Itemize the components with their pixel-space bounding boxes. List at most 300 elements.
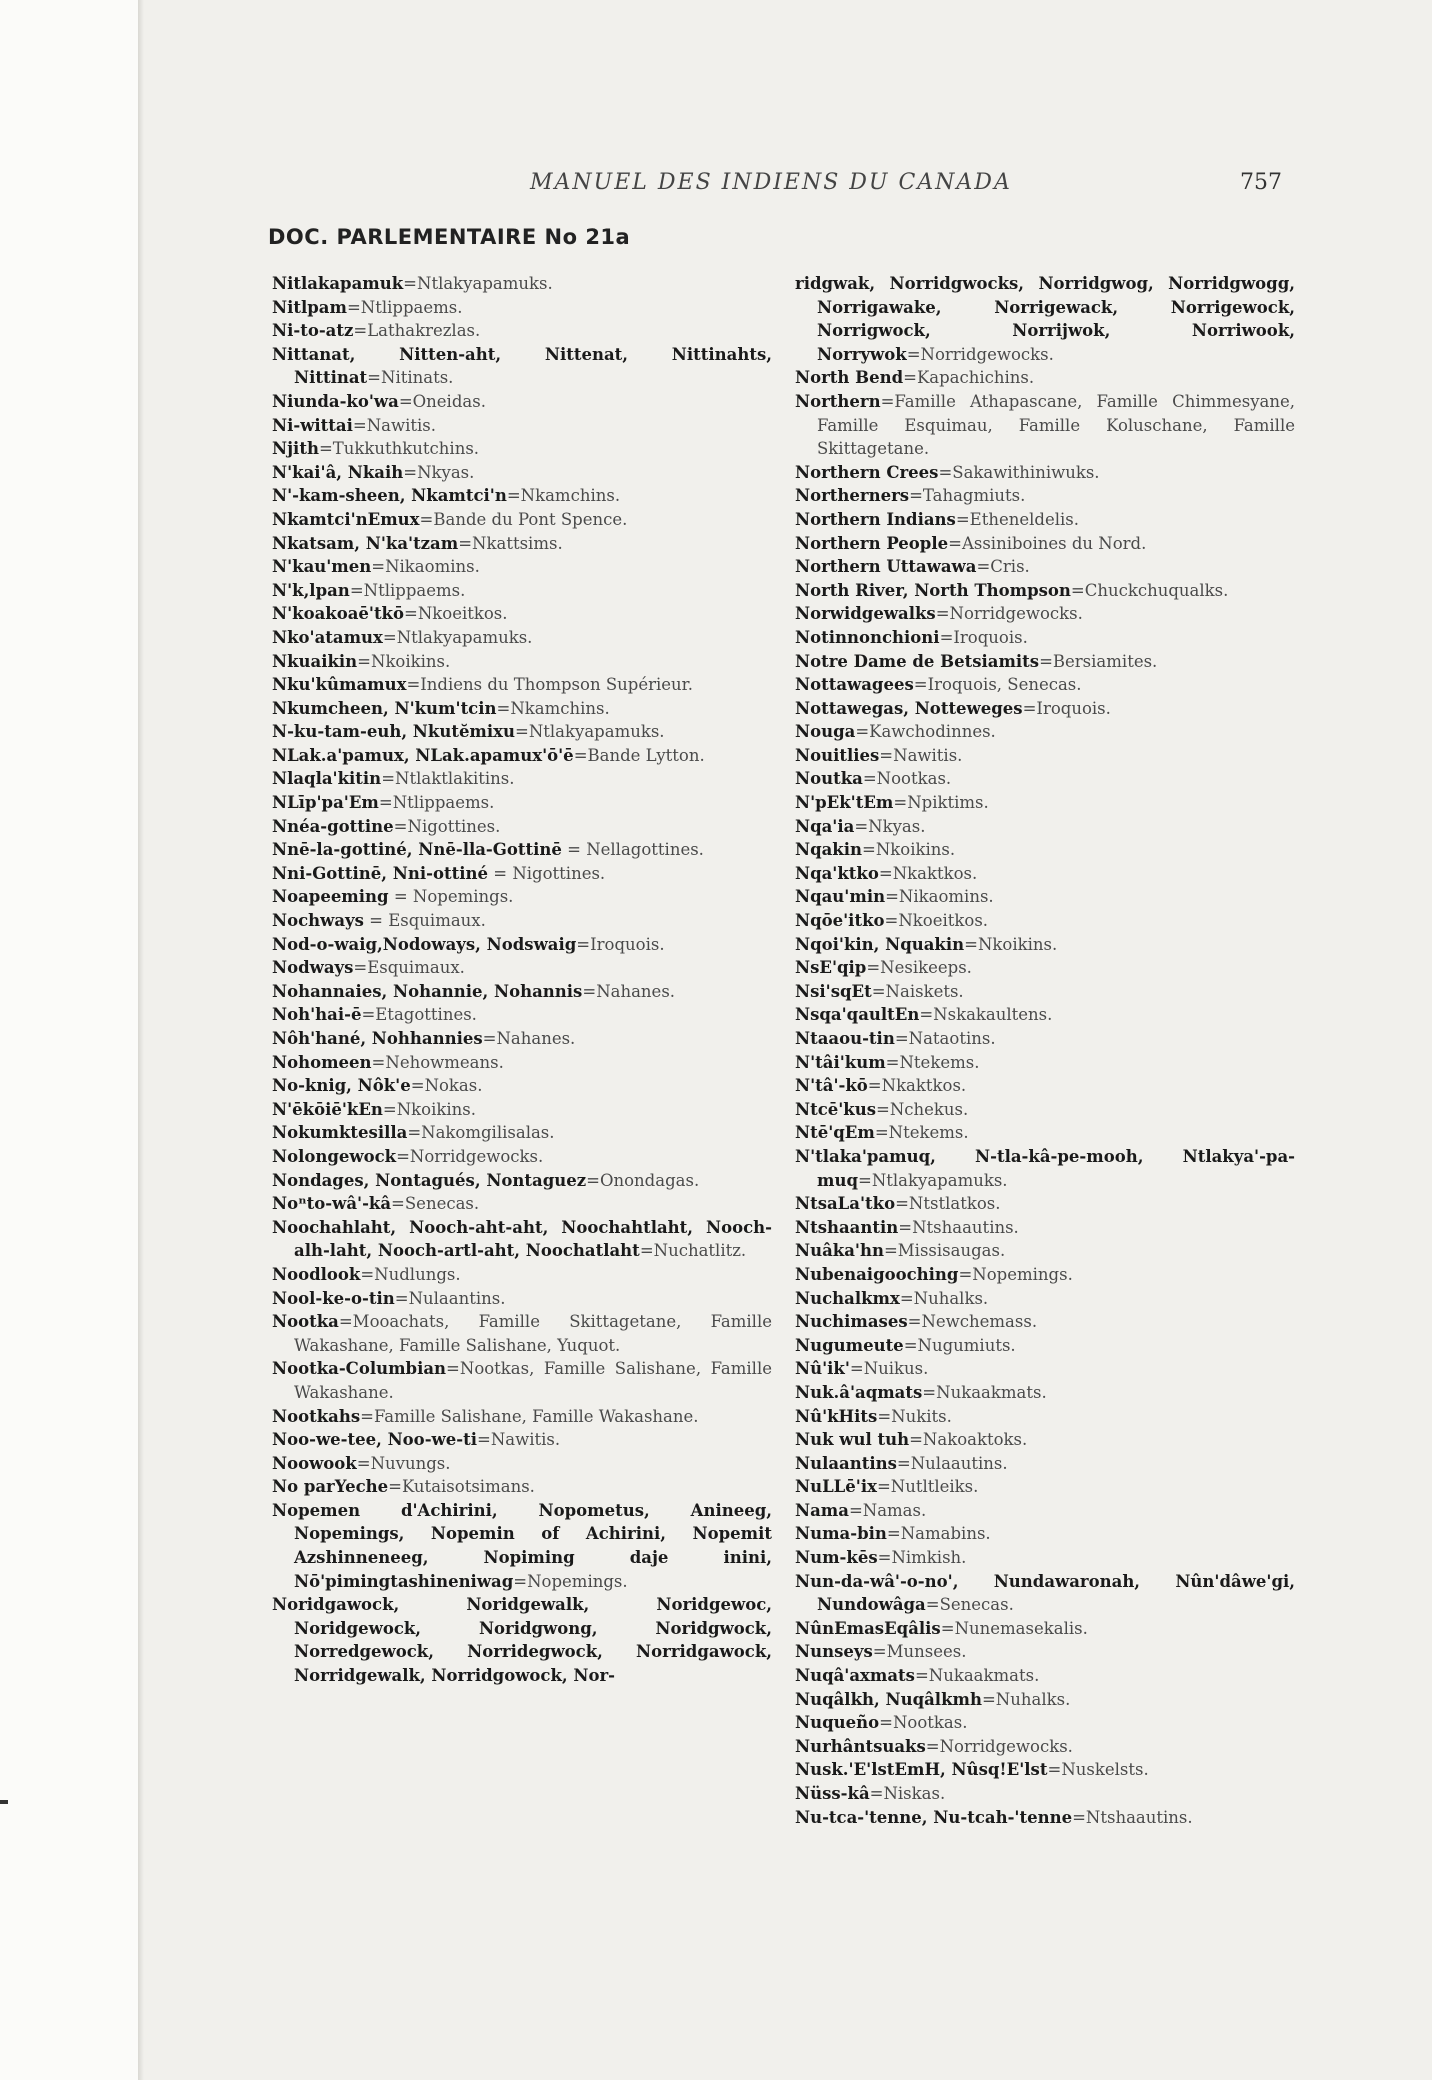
index-entry	[272, 272, 772, 296]
index-entry	[795, 909, 1295, 933]
entry-equals-sign: =	[356, 1453, 371, 1473]
entry-definition: Nutltleiks.	[890, 1477, 979, 1497]
index-entry	[795, 650, 1295, 674]
entry-headword: Ntshaantin	[795, 1217, 899, 1237]
index-entry	[272, 1027, 772, 1051]
entry-equals-sign: =	[896, 1453, 911, 1473]
entry-definition: Namas.	[862, 1500, 927, 1520]
entry-headword: Nuk.â'aqmats	[795, 1382, 923, 1402]
entry-equals-sign: =	[406, 675, 421, 695]
entry-equals-sign: =	[352, 415, 367, 435]
entry-headword: Noutka	[795, 769, 863, 789]
entry-equals-sign: =	[939, 627, 954, 647]
index-entry	[795, 1074, 1295, 1098]
entry-equals-sign: =	[482, 1029, 497, 1048]
index-entry	[272, 1145, 772, 1169]
index-entry	[272, 1593, 772, 1687]
entry-definition: Nikaomins.	[385, 557, 480, 577]
entry-definition: Nuvungs.	[370, 1453, 451, 1473]
entry-headword: Nsqa'qaultEn	[795, 1005, 920, 1025]
entry-headword: NtsaLa'tko	[795, 1194, 896, 1214]
index-entry	[272, 508, 772, 532]
entry-definition: Missisaugas.	[897, 1241, 1006, 1261]
entry-headword: No parYeche	[272, 1477, 389, 1497]
entry-definition: Nehowmeans.	[385, 1052, 504, 1072]
entry-equals-sign: =	[854, 816, 869, 836]
entry-headword: Nod-o-waig,Nodoways, Nodswaig	[272, 934, 577, 954]
entry-headword: N'koakoaē'tkō	[272, 604, 404, 624]
entry-headword: Notre Dame de Betsiamits	[795, 651, 1040, 671]
entry-equals-sign: =	[393, 816, 408, 836]
entry-definition: Indiens du Thompson Supérieur.	[420, 675, 693, 695]
index-entry	[795, 532, 1295, 556]
entry-equals-sign: =	[446, 1359, 460, 1379]
entry-definition: Nimkish.	[891, 1548, 967, 1568]
index-entry	[795, 1192, 1295, 1216]
index-entry	[272, 885, 772, 909]
entry-equals-sign: =	[476, 1430, 491, 1450]
index-entry	[795, 390, 1295, 461]
entry-definition: Etheneldelis.	[969, 509, 1079, 529]
index-entry	[795, 1617, 1295, 1641]
index-entry	[272, 815, 772, 839]
entry-equals-sign: =	[935, 604, 950, 624]
entry-definition: Nkaktkos.	[881, 1076, 967, 1096]
margin-mark	[0, 1800, 8, 1804]
entry-headword: N'kau'men	[272, 557, 372, 577]
index-entry	[272, 1074, 772, 1098]
entry-equals-sign: =	[903, 368, 917, 388]
index-entry	[272, 1216, 772, 1263]
entry-definition: Sakawithiniwuks.	[952, 462, 1100, 482]
index-entry	[272, 555, 772, 579]
entry-headword: N'ēkōiē'kEn	[272, 1099, 383, 1119]
index-entry	[795, 1121, 1295, 1145]
index-entry	[795, 956, 1295, 980]
index-entry	[795, 838, 1295, 862]
entry-headword: Nkamtci'nEmux	[272, 509, 420, 529]
entry-equals-sign: =	[907, 1312, 922, 1332]
entry-definition: Nulaautins.	[910, 1453, 1008, 1473]
entry-definition: Nuhalks.	[995, 1689, 1071, 1709]
entry-equals-sign: =	[899, 1288, 914, 1308]
entry-equals-sign: =	[639, 1241, 654, 1261]
entry-definition: Nkoikins.	[875, 840, 956, 860]
entry-equals-sign: =	[394, 1288, 409, 1308]
entry-definition: Norridgewocks.	[409, 1146, 544, 1166]
index-entry	[795, 1546, 1295, 1570]
entry-headword: Nurhântsuaks	[795, 1736, 926, 1756]
index-entry	[795, 1570, 1295, 1617]
entry-equals-sign: =	[382, 627, 397, 647]
entry-equals-sign: =	[913, 675, 928, 695]
entry-headword: Ni-to-atz	[272, 321, 354, 341]
entry-equals-sign: =	[925, 1736, 940, 1756]
entry-definition: Nokas.	[424, 1076, 483, 1096]
index-entry	[795, 1688, 1295, 1712]
entry-definition: Ntlippaems.	[360, 297, 463, 317]
entry-headword: Nohannaies, Nohannie, Nohannis	[272, 981, 583, 1001]
index-entry	[795, 815, 1295, 839]
entry-headword: Noridgawock, Noridgewalk, Noridgewoc, Noridgewock, Noridgwong, Noridgwock, Norredgewock, Norridegwock, Norridgawock, Norridgewalk, Norridgowock, Nor-	[272, 1595, 772, 1686]
index-entry	[795, 1357, 1295, 1381]
entry-headword: Nqakin	[795, 840, 863, 860]
index-entry	[795, 1003, 1295, 1027]
entry-equals-sign: =	[866, 958, 881, 978]
index-entry	[795, 1239, 1295, 1263]
entry-equals-sign: =	[884, 911, 899, 931]
entry-headword: Nopemen d'Achirini, Nopometus, Anineeg, Nopemings, Nopemin of Achirini, Nopemit Azshinneneeg, Nopiming daje inini, Nō'pimingtashineniwag	[272, 1500, 772, 1591]
entry-headword: Nqa'ia	[795, 816, 855, 836]
index-entry	[272, 862, 772, 886]
entry-definition: = Nopemings.	[388, 887, 514, 907]
entry-headword: Nouga	[795, 722, 856, 742]
index-entry	[272, 296, 772, 320]
entry-definition: Nkaktkos.	[892, 863, 978, 883]
entry-headword: Nokumktesilla	[272, 1123, 408, 1143]
entry-definition: Namabins.	[900, 1524, 991, 1544]
entry-headword: Nohomeen	[272, 1052, 372, 1072]
index-entry	[272, 933, 772, 957]
index-entry	[272, 1169, 772, 1193]
index-entry	[272, 1499, 772, 1593]
entry-headword: Nitlakapamuk	[272, 274, 404, 293]
index-entry	[795, 1428, 1295, 1452]
index-entry	[795, 508, 1295, 532]
entry-headword: Nû'kHits	[795, 1406, 878, 1426]
entry-headword: NuLLē'ix	[795, 1477, 877, 1497]
entry-headword: Norwidgewalks	[795, 604, 936, 624]
entry-equals-sign: =	[573, 745, 588, 765]
entry-equals-sign: =	[318, 439, 333, 459]
entry-headword: Nuqâ'axmats	[795, 1666, 915, 1686]
index-entry	[272, 602, 772, 626]
entry-headword: Northern	[795, 391, 881, 411]
entry-equals-sign: =	[410, 1076, 425, 1096]
entry-equals-sign: =	[948, 533, 962, 553]
index-entry	[795, 1098, 1295, 1122]
doc-label: DOC. PARLEMENTAIRE No 21a	[268, 225, 631, 249]
entry-headword: Nlaqla'kitin	[272, 769, 382, 789]
entry-definition: Cris.	[990, 557, 1030, 577]
entry-headword: Nulaantins	[795, 1453, 897, 1473]
entry-headword: NsE'qip	[795, 958, 867, 978]
index-entry	[272, 461, 772, 485]
index-entry	[795, 1051, 1295, 1075]
entry-definition: Norridgewocks.	[920, 344, 1054, 364]
entry-definition: = Esquimaux.	[363, 911, 486, 931]
entry-equals-sign: =	[958, 1264, 973, 1284]
entry-headword: Noⁿto-wâ'-kâ	[272, 1194, 392, 1214]
entry-headword: Noo-we-tee, Noo-we-ti	[272, 1430, 477, 1450]
index-entry	[795, 1334, 1295, 1358]
entry-definition: Assiniboines du Nord.	[961, 533, 1147, 553]
entry-definition: Nkoeitkos.	[898, 911, 989, 931]
entry-definition: Nahanes.	[496, 1029, 576, 1048]
entry-equals-sign: =	[378, 793, 393, 813]
entry-definition: Ntlakyapamuks.	[871, 1170, 1008, 1190]
entry-definition: Nkyas.	[868, 816, 926, 836]
entry-headword: Nkuaikin	[272, 651, 358, 671]
index-entry	[272, 1192, 772, 1216]
entry-equals-sign: =	[357, 651, 371, 671]
entry-headword: N-ku-tam-euh, Nkutĕmixu	[272, 722, 515, 742]
index-entry	[795, 1758, 1295, 1782]
entry-equals-sign: =	[360, 1264, 375, 1284]
entry-headword: Nootkahs	[272, 1406, 361, 1426]
entry-equals-sign: =	[885, 1052, 900, 1072]
entry-definition: Nkyas.	[417, 462, 475, 482]
entry-equals-sign: =	[381, 769, 396, 789]
entry-definition: Nkamchins.	[510, 698, 610, 718]
entry-equals-sign: =	[895, 1194, 909, 1214]
entry-equals-sign: =	[964, 934, 978, 954]
entry-definition: Nataotins.	[908, 1029, 996, 1048]
entry-definition: Ntlakyapamuks.	[528, 722, 665, 742]
entry-equals-sign: =	[515, 722, 529, 742]
entry-definition: Nesikeeps.	[880, 958, 972, 978]
entry-equals-sign: =	[925, 1595, 940, 1615]
index-entry	[272, 626, 772, 650]
page-edge	[138, 0, 144, 2080]
index-entry	[272, 838, 772, 862]
index-entry	[795, 1263, 1295, 1287]
entry-equals-sign: =	[576, 934, 591, 954]
entry-equals-sign: =	[586, 1170, 600, 1190]
right-column	[795, 272, 1295, 1829]
index-entry	[795, 1475, 1295, 1499]
entry-definition: Bande du Pont Spence.	[433, 509, 628, 529]
index-entry	[272, 1051, 772, 1075]
index-entry	[795, 1711, 1295, 1735]
entry-definition: Tahagmiuts.	[922, 486, 1026, 506]
entry-definition: Mooachats, Famille Skittagetane, Famille Wakashane, Famille Salishane, Yuquot.	[294, 1312, 772, 1355]
entry-headword: Nuqâlkh, Nuqâlkmh	[795, 1689, 982, 1709]
entry-equals-sign: =	[496, 698, 511, 718]
entry-equals-sign: =	[862, 769, 877, 789]
entry-headword: Nko'atamux	[272, 627, 383, 647]
entry-headword: Noochahlaht, Nooch-aht-aht, Noochahtlaht, Nooch-alh-laht, Nooch-artl-aht, Noochatlaht	[272, 1217, 772, 1261]
index-entry	[795, 1027, 1295, 1051]
index-entry	[795, 673, 1295, 697]
entry-headword: Northerners	[795, 486, 910, 506]
entry-definition: Nunemasekalis.	[954, 1618, 1088, 1638]
index-entry	[795, 555, 1295, 579]
entry-definition: Iroquois.	[590, 934, 665, 954]
entry-headword: Numa-bin	[795, 1524, 887, 1544]
entry-definition: Nukaakmats.	[936, 1382, 1047, 1402]
entry-definition: Nitinats.	[381, 368, 454, 388]
entry-definition: Ntlippaems.	[392, 793, 495, 813]
entry-definition: Nopemings.	[972, 1264, 1073, 1284]
entry-equals-sign: =	[506, 486, 521, 506]
index-entry	[272, 390, 772, 414]
entry-headword: ridgwak, Norridgwocks, Norridgwog, Norridgwogg, Norrigawake, Norrigewack, Norrigewock, Norrigwock, Norrijwok, Norriwook, Norrywok	[795, 274, 1295, 364]
entry-equals-sign: =	[883, 1241, 898, 1261]
entry-definition: Chuckchuqualks.	[1084, 580, 1229, 600]
entry-definition: Ntlakyapamuks.	[396, 627, 533, 647]
entry-equals-sign: =	[877, 1406, 892, 1426]
entry-headword: Noowook	[272, 1453, 357, 1473]
entry-headword: Nootka	[272, 1312, 339, 1332]
entry-equals-sign: =	[909, 486, 923, 506]
entry-headword: Nunseys	[795, 1642, 873, 1662]
entry-headword: Nun-da-wâ'-o-no', Nundawaronah, Nûn'dâwe'gi, Nundowâga	[795, 1571, 1295, 1615]
entry-equals-sign: =	[955, 509, 970, 529]
entry-definition: Etagottines.	[375, 1005, 477, 1025]
index-entry	[795, 1782, 1295, 1806]
index-entry	[795, 697, 1295, 721]
entry-definition: Nukits.	[891, 1406, 952, 1426]
entry-definition: Nootkas.	[876, 769, 952, 789]
index-entry	[272, 791, 772, 815]
entry-definition: Nuskelsts.	[1061, 1760, 1149, 1780]
index-entry	[795, 885, 1295, 909]
index-entry	[272, 744, 772, 768]
entry-definition: Nugumiuts.	[917, 1335, 1016, 1355]
entry-definition: Nkattsims.	[472, 533, 563, 553]
entry-definition: Senecas.	[939, 1595, 1014, 1615]
entry-equals-sign: =	[349, 580, 364, 600]
entry-headword: Nkumcheen, N'kum'tcin	[272, 698, 497, 718]
entry-definition: Norridgewocks.	[939, 1736, 1073, 1756]
entry-headword: Nittanat, Nitten-aht, Nittenat, Nittinahts, Nittinat	[272, 344, 772, 388]
entry-headword: Nugumeute	[795, 1335, 904, 1355]
entry-equals-sign: =	[353, 321, 368, 341]
index-entry	[795, 1522, 1295, 1546]
entry-definition: Kutaisotsimans.	[401, 1477, 535, 1497]
index-entry	[795, 626, 1295, 650]
entry-definition: Kawchodinnes.	[869, 722, 996, 742]
index-entry	[795, 366, 1295, 390]
entry-equals-sign: =	[867, 1076, 882, 1096]
entry-equals-sign: =	[914, 1666, 929, 1686]
entry-headword: Nuâka'hn	[795, 1241, 884, 1261]
entry-headword: Noh'hai-ē	[272, 1005, 362, 1025]
entry-definition: Nulaantins.	[408, 1288, 506, 1308]
entry-definition: Nahanes.	[596, 981, 676, 1001]
entry-definition: Nawitis.	[893, 745, 963, 765]
running-head	[530, 170, 1290, 204]
entry-definition: Nkamchins.	[520, 486, 621, 506]
index-entry	[272, 673, 772, 697]
entry-definition: Nuhalks.	[913, 1288, 989, 1308]
entry-definition: Ntekems.	[899, 1052, 980, 1072]
entry-definition: Niskas.	[883, 1784, 946, 1803]
entry-definition: Ntlippaems.	[363, 580, 466, 600]
entry-equals-sign: =	[906, 344, 921, 364]
index-entry	[272, 579, 772, 603]
entry-headword: Nqoi'kin, Nquakin	[795, 934, 965, 954]
entry-headword: Nochways	[272, 911, 364, 931]
entry-definition: Nkoikins.	[396, 1099, 476, 1119]
entry-headword: Ntaaou-tin	[795, 1029, 895, 1048]
entry-headword: Nool-ke-o-tin	[272, 1288, 395, 1308]
entry-equals-sign: =	[398, 391, 413, 411]
entry-equals-sign: =	[898, 1217, 913, 1237]
index-entry	[795, 1640, 1295, 1664]
entry-headword: Nondages, Nontagués, Nontaguez	[272, 1170, 587, 1190]
entry-headword: NûnEmasEqâlis	[795, 1618, 941, 1638]
entry-equals-sign: =	[862, 840, 876, 860]
index-entry	[272, 697, 772, 721]
entry-definition: Ntekems.	[888, 1123, 969, 1143]
index-entry	[795, 767, 1295, 791]
index-entry	[272, 414, 772, 438]
entry-equals-sign: =	[513, 1571, 528, 1591]
entry-definition: Bande Lytton.	[587, 745, 705, 765]
entry-definition: Munsees.	[886, 1642, 967, 1662]
entry-headword: Nitlpam	[272, 297, 347, 317]
index-entry	[272, 1003, 772, 1027]
entry-definition: Iroquois, Senecas.	[927, 675, 1082, 695]
entry-equals-sign: =	[1072, 1807, 1086, 1827]
entry-definition: Oneidas.	[412, 391, 486, 411]
entry-equals-sign: =	[976, 557, 991, 577]
entry-headword: Nubenaigooching	[795, 1264, 959, 1284]
index-entry	[795, 720, 1295, 744]
entry-equals-sign: =	[871, 981, 886, 1001]
running-title: MANUEL DES INDIENS DU CANADA	[530, 170, 1012, 195]
entry-headword: Niunda-ko'wa	[272, 391, 399, 411]
entry-headword: Nolongewock	[272, 1146, 397, 1166]
entry-equals-sign: =	[407, 1123, 422, 1143]
entry-equals-sign: =	[879, 745, 894, 765]
entry-headword: Nouitlies	[795, 745, 880, 765]
entry-definition: Lathakrezlas.	[367, 321, 481, 341]
entry-headword: Nni-Gottinē, Nni-ottiné	[272, 863, 488, 883]
index-entry	[795, 272, 1295, 366]
entry-headword: Nqau'min	[795, 887, 886, 907]
entry-definition: Npiktims.	[907, 793, 989, 813]
index-entry	[272, 1310, 772, 1357]
entry-headword: Nkatsam, N'ka'tzam	[272, 533, 459, 553]
entry-equals-sign: =	[396, 1146, 410, 1166]
entry-definition: Nukaakmats.	[928, 1666, 1040, 1686]
entry-headword: Nû'ik'	[795, 1359, 850, 1379]
index-entry	[272, 532, 772, 556]
entry-headword: Nqa'ktko	[795, 863, 879, 883]
index-entry	[795, 1452, 1295, 1476]
entry-definition: Nopemings.	[527, 1571, 628, 1591]
entry-definition: Nawitis.	[366, 415, 436, 435]
entry-definition: Nakoaktoks.	[922, 1430, 1028, 1450]
entry-definition: Bersiamites.	[1052, 651, 1158, 671]
index-entry	[795, 602, 1295, 626]
entry-headword: Noapeeming	[272, 887, 389, 907]
entry-headword: NLīp'pa'Em	[272, 793, 379, 813]
entry-headword: Nuqueño	[795, 1713, 880, 1733]
entry-definition: Nskakaultens.	[933, 1005, 1053, 1025]
entry-definition: Nkoeitkos.	[417, 604, 508, 624]
index-entry	[795, 791, 1295, 815]
entry-headword: Nuchimases	[795, 1312, 908, 1332]
index-entry	[272, 956, 772, 980]
entry-definition: Nudlungs.	[374, 1264, 461, 1284]
entry-equals-sign: =	[886, 1524, 901, 1544]
entry-equals-sign: =	[1047, 1760, 1062, 1780]
entry-headword: Nsi'sqEt	[795, 981, 872, 1001]
entry-equals-sign: =	[361, 1005, 376, 1025]
entry-definition: Senecas.	[404, 1194, 480, 1214]
entry-headword: No-knig, Nôk'e	[272, 1076, 411, 1096]
entry-equals-sign: =	[382, 1099, 397, 1119]
entry-equals-sign: =	[981, 1689, 996, 1709]
entry-definition: Nkoikins.	[371, 651, 451, 671]
entry-equals-sign: =	[879, 1713, 893, 1733]
entry-equals-sign: =	[848, 1500, 863, 1520]
index-entry	[795, 1381, 1295, 1405]
